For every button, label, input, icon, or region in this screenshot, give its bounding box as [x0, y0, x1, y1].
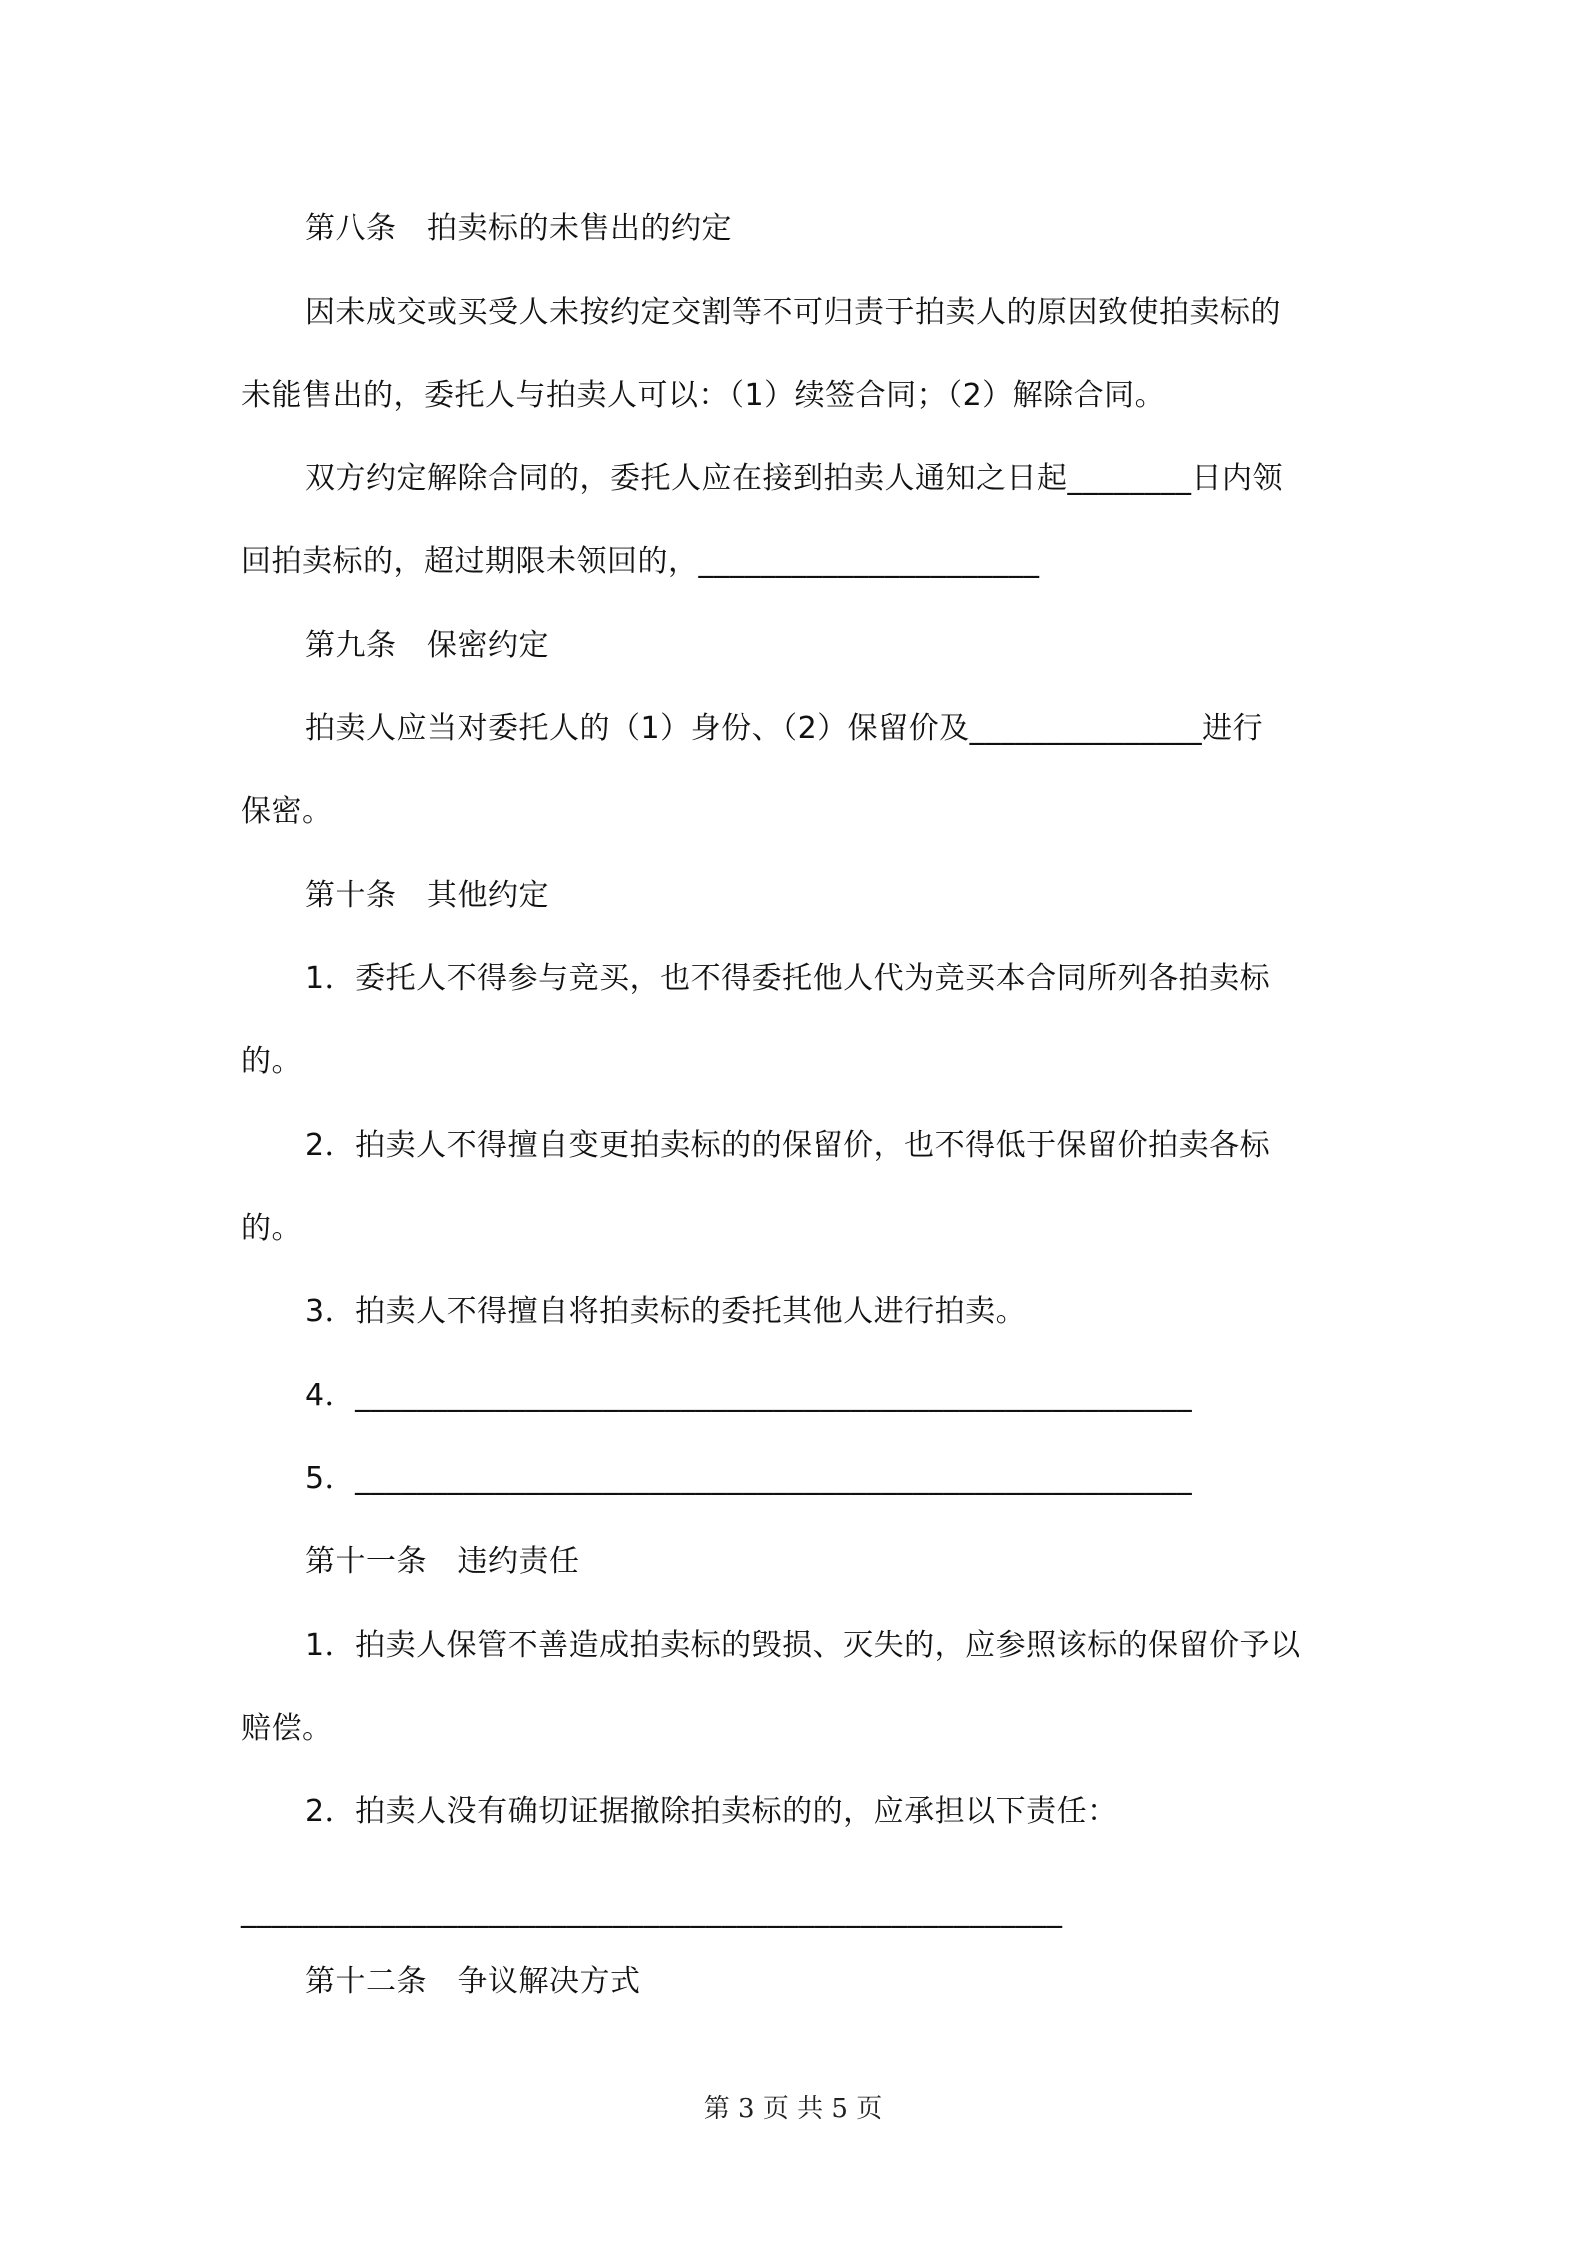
- paragraph-line: 因未成交或买受人未按约定交割等不可归责于拍卖人的原因致使拍卖标的: [305, 295, 1281, 330]
- paragraph-line: 4．______________________________________________________: [305, 1378, 1193, 1413]
- paragraph-line: 赔偿。: [241, 1711, 333, 1746]
- page-footer: 第 3 页 共 5 页: [703, 2094, 883, 2124]
- article-10-heading: 第十条 其他约定: [305, 878, 549, 913]
- article-9-heading: 第九条 保密约定: [305, 628, 549, 663]
- paragraph-line: 3．拍卖人不得擅自将拍卖标的委托其他人进行拍卖。: [305, 1294, 1027, 1329]
- article-12-heading: 第十二条 争议解决方式: [305, 1964, 641, 1999]
- paragraph-line: 2．拍卖人没有确切证据撤除拍卖标的的，应承担以下责任：: [305, 1794, 1118, 1829]
- paragraph-line: 保密。: [241, 794, 333, 829]
- paragraph-line: 1．委托人不得参与竞买，也不得委托他人代为竞买本合同所列各拍卖标: [305, 961, 1271, 996]
- paragraph-line: 回拍卖标的，超过期限未领回的，______________________: [241, 544, 1040, 579]
- paragraph-line: 拍卖人应当对委托人的（1）身份、（2）保留价及_______________进行: [305, 711, 1264, 746]
- article-8-heading: 第八条 拍卖标的未售出的约定: [305, 211, 732, 246]
- paragraph-line: 未能售出的，委托人与拍卖人可以：（1）续签合同；（2）解除合同。: [241, 378, 1166, 413]
- paragraph-line: 的。: [241, 1044, 302, 1079]
- article-11-heading: 第十一条 违约责任: [305, 1544, 580, 1579]
- paragraph-line: 2．拍卖人不得擅自变更拍卖标的的保留价，也不得低于保留价拍卖各标: [305, 1128, 1271, 1163]
- paragraph-line: 1．拍卖人保管不善造成拍卖标的毁损、灭失的，应参照该标的保留价予以: [305, 1628, 1301, 1663]
- paragraph-line: 的。: [241, 1211, 302, 1246]
- paragraph-line: 双方约定解除合同的，委托人应在接到拍卖人通知之日起________日内领: [305, 461, 1283, 496]
- paragraph-line: _____________________________________________________: [241, 1894, 1063, 1929]
- paragraph-line: 5．______________________________________________________: [305, 1461, 1193, 1496]
